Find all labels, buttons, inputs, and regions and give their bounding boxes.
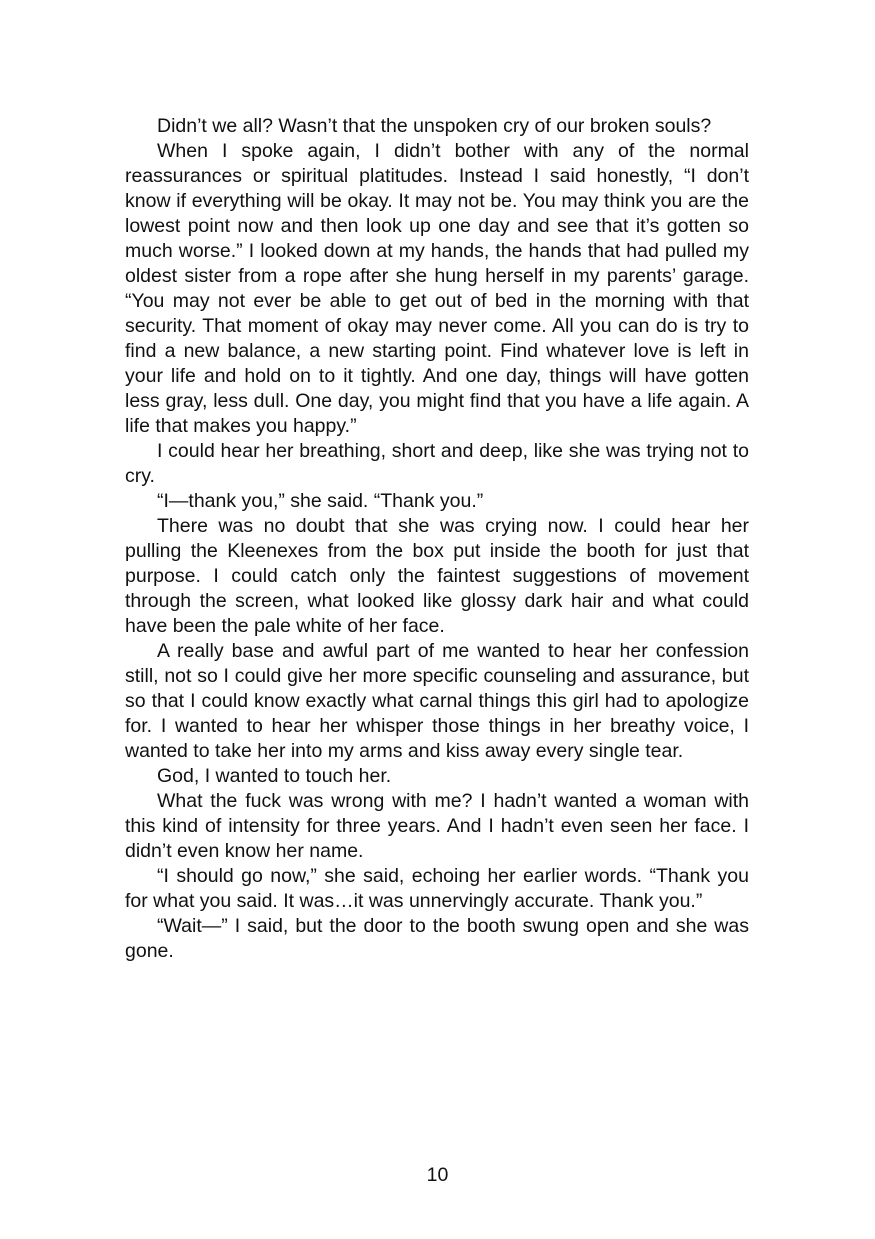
paragraph-6: A really base and awful part of me wanted to hear her confession still, not so I could give her more specific counseling and assurance, but so that I could know exactly what carnal things this girl had to apologize for. I wanted to hear her whisper those things in her breathy voice, I wanted to take her into my arms and kiss away every single tear. — [125, 640, 749, 762]
body-text — [125, 114, 749, 964]
paragraph-5: There was no doubt that she was crying now. I could hear her pulling the Kleenexes from the box put inside the booth for just that purpose. I could catch only the faintest suggestions of movement through the screen, what looked like glossy dark hair and what could have been the pale white of her face. — [125, 515, 749, 637]
paragraph-2: When I spoke again, I didn’t bother with any of the normal reassurances or spiritual platitudes. Instead I said honestly, “I don’t know if everything will be okay. It may not be. You may think you are the lowest point now and then look up one day and see that it’s gotten so much worse.” I looked down at my hands, the hands that had pulled my oldest sister from a rope after she hung herself in my parents’ garage. “You may not ever be able to get out of bed in the morning with that security. That moment of okay may never come. All you can do is try to find a new balance, a new starting point. Find whatever love is left in your life and hold on to it tightly. And one day, things will have gotten less gray, less dull. One day, you might find that you have a life again. A life that makes you happy.” — [125, 140, 749, 437]
paragraph-1: Didn’t we all? Wasn’t that the unspoken cry of our broken souls? — [157, 115, 712, 137]
paragraph-3: I could hear her breathing, short and deep, like she was trying not to cry. — [125, 440, 749, 487]
page-number: 10 — [426, 1164, 449, 1186]
paragraph-8: What the fuck was wrong with me? I hadn’t wanted a woman with this kind of intensity for three years. And I hadn’t even seen her face. I didn’t even know her name. — [125, 790, 749, 862]
paragraph-7: God, I wanted to touch her. — [157, 765, 392, 787]
paragraph-4: “I—thank you,” she said. “Thank you.” — [157, 490, 484, 512]
paragraph-9: “I should go now,” she said, echoing her earlier words. “Thank you for what you said. It was…it was unnervingly accurate. Thank you.” — [125, 865, 749, 912]
paragraph-10: “Wait—” I said, but the door to the booth swung open and she was gone. — [125, 915, 749, 962]
